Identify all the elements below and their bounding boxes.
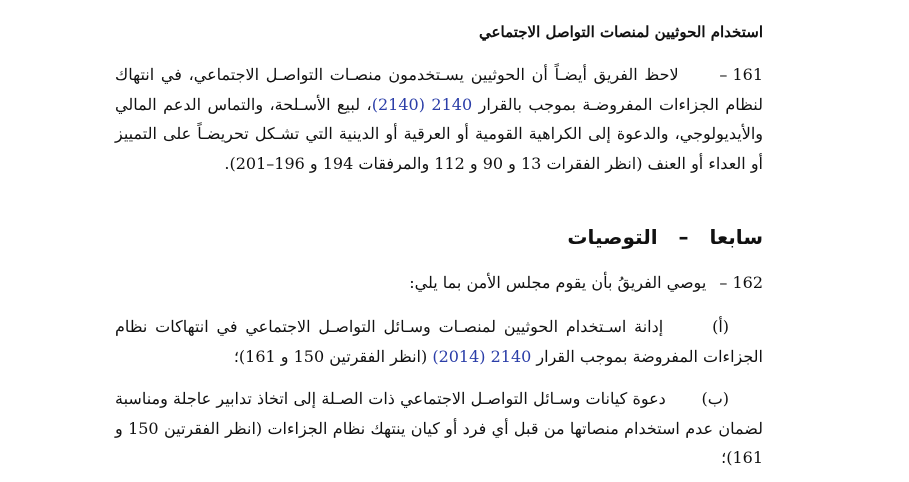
chapter-number: سابعا	[709, 225, 763, 249]
chapter-heading	[567, 222, 763, 252]
recommendation-b-label: (ب)	[701, 389, 730, 408]
paragraph-161-text-1: لاحظ الفريق أيضـاً أن الحوثيين يسـتخدمون منصـات التواصـل الاجتماعي، في انتهاك لنظام الجزاءات المفروضـة بموجب بالقرار	[115, 65, 763, 114]
resolution-link-2140[interactable]: 2140 (2140)	[371, 94, 473, 114]
recommendation-a-label: (أ)	[712, 317, 730, 336]
section-heading: استخدام الحوثيين لمنصات التواصل الاجتماعي	[479, 23, 763, 41]
recommendation-a-text-2: (انظر الفقرتين 150 و 161)؛	[233, 346, 433, 366]
recommendation-a-text-1: إدانة اسـتخدام الحوثيين لمنصـات وسـائل التواصـل الاجتماعي في انتهاكات نظام الجزاءات المفروضة بموجب القرار	[115, 317, 763, 366]
paragraph-number-162: 162 –	[719, 273, 763, 292]
paragraph-161-text-2: ، لبيع الأسـلحة، والتماس الدعم المالي والأيديولوجي، والدعوة إلى الكراهية القومية أو العرقية أو الدينية التي تشـكل تحريضـاً على التمييز أو العداء أو العنف (انظر الفقرات 13 و 90 و 112 والمرفقات 194 و 196–201).	[115, 94, 763, 173]
paragraph-162	[115, 268, 763, 298]
recommendation-b-text: دعوة كيانات وسـائل التواصـل الاجتماعي ذات الصـلة إلى اتخاذ تدابير عاجلة ومناسبة لضمان عدم استخدام منصاتها من قبل أي فرد أو كيان ينتهك نظام الجزاءات (انظر الفقرتين 150 و 161)؛	[115, 389, 764, 467]
paragraph-161	[115, 60, 763, 178]
chapter-dash: –	[678, 225, 689, 249]
resolution-link-2140-2014[interactable]: 2140 (2014)	[432, 346, 532, 366]
paragraph-number-161: 161 –	[719, 65, 763, 84]
paragraph-162-text: يوصي الفريقُ بأن يقوم مجلس الأمن بما يلي:	[409, 273, 707, 292]
recommendation-b	[115, 384, 763, 473]
recommendation-a	[115, 312, 763, 371]
chapter-title: التوصيات	[567, 225, 658, 249]
